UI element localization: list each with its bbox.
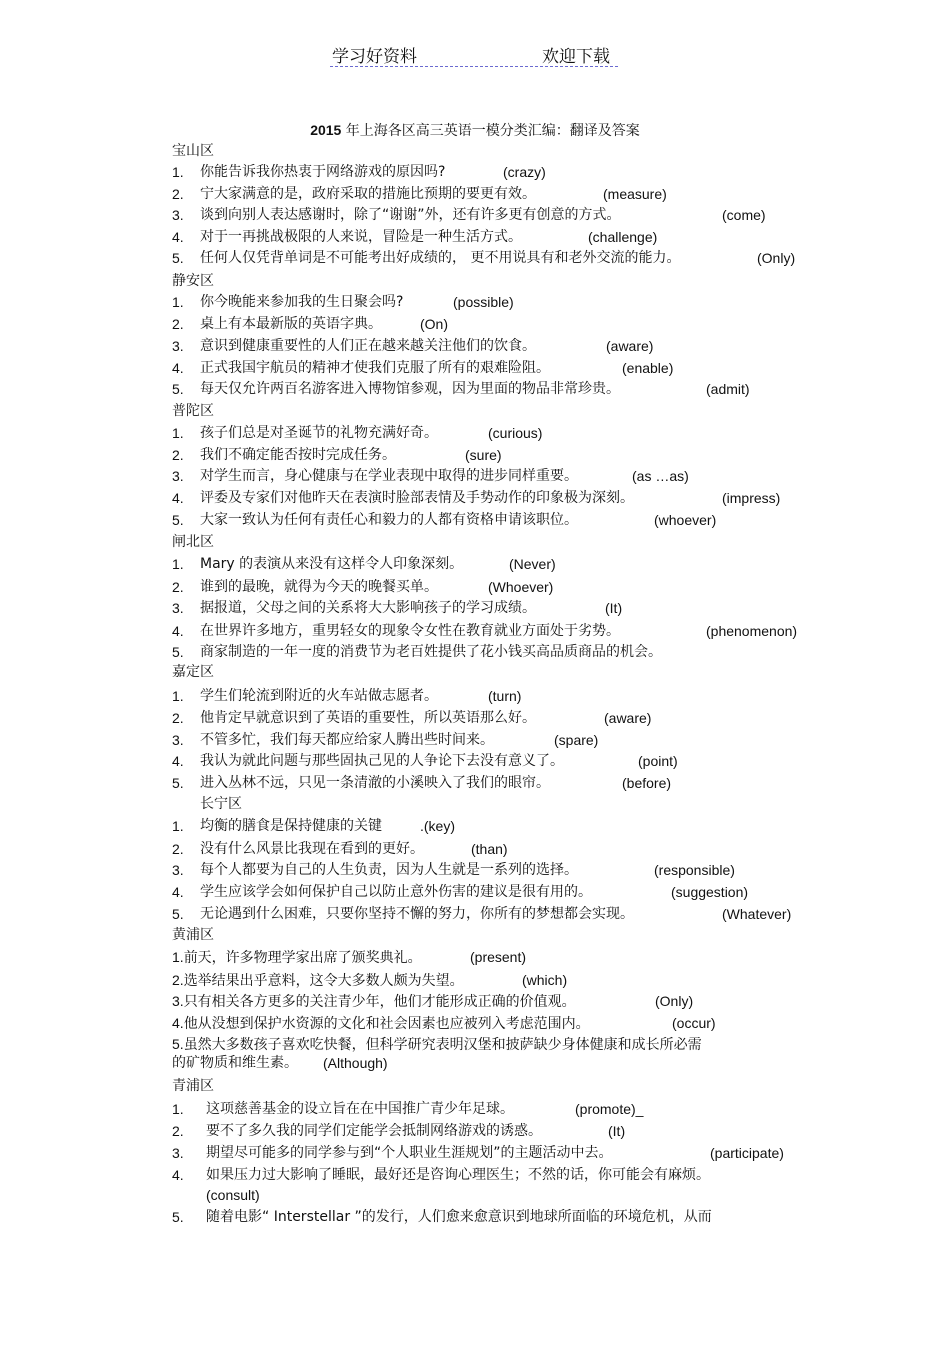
item-text: Mary 的表演从来没有这样令人印象深刻。 xyxy=(200,556,464,572)
item-number: 3. xyxy=(172,993,184,1009)
item-number: 3. xyxy=(172,862,184,878)
item-text: 学生们轮流到附近的火车站做志愿者。 xyxy=(200,688,438,704)
answer-keyword: (Only) xyxy=(655,993,694,1009)
item-text: 如果压力过大影响了睡眠，最好还是咨询心理医生；不然的话，你可能会有麻烦。 xyxy=(206,1167,710,1183)
header-left-text: 学习好资料 xyxy=(332,47,417,67)
translation-item xyxy=(200,817,382,835)
item-text: 每天仅允许两百名游客进入博物馆参观，因为里面的物品非常珍贵。 xyxy=(200,381,620,397)
item-number: 4. xyxy=(172,229,184,245)
item-number: 5. xyxy=(172,644,184,660)
answer-keyword: (aware) xyxy=(606,338,654,354)
item-number: 4. xyxy=(172,884,184,900)
item-number: 5. xyxy=(172,775,184,791)
item-number: 3. xyxy=(172,1145,184,1161)
item-number: 4. xyxy=(172,1167,184,1183)
district-heading: 宝山区 xyxy=(172,143,214,159)
item-text: 选举结果出乎意料，这令大多数人颇为失望。 xyxy=(183,973,464,989)
answer-keyword: (phenomenon) xyxy=(706,623,798,639)
item-number: 2. xyxy=(172,710,184,726)
translation-item xyxy=(206,1100,514,1118)
item-number: 2. xyxy=(172,186,184,202)
item-number: 4. xyxy=(172,360,184,376)
item-text: 要不了多久我的同学们定能学会抵制网络游戏的诱惑。 xyxy=(206,1123,542,1139)
item-number: 1. xyxy=(172,818,184,834)
translation-item xyxy=(200,774,550,792)
answer-keyword: (measure) xyxy=(603,186,667,202)
translation-item xyxy=(200,163,445,181)
title-text: 年上海各区高三英语一模分类汇编：翻译及答案 xyxy=(341,123,640,139)
item-number: 3. xyxy=(172,600,184,616)
item-number: 1. xyxy=(172,164,184,180)
item-text: 每个人都要为自己的人生负责，因为人生就是一系列的选择。 xyxy=(200,862,578,878)
item-number: 5. xyxy=(172,250,184,266)
district-heading: 黄浦区 xyxy=(172,927,214,943)
item-text: 对学生而言，身心健康与在学业表现中取得的进步同样重要。 xyxy=(200,468,578,484)
answer-keyword: (occur) xyxy=(672,1015,716,1031)
translation-item xyxy=(200,228,522,246)
translation-item xyxy=(200,206,621,224)
item-text: 你能告诉我你热衷于网络游戏的原因吗? xyxy=(200,164,446,180)
translation-item xyxy=(200,643,662,661)
item-number: 1. xyxy=(172,1101,184,1117)
translation-item xyxy=(206,1122,542,1140)
item-text: 没有什么风景比我现在看到的更好。 xyxy=(200,841,424,857)
item-text: 谈到向别人表达感谢时，除了“谢谢”外，还有许多更有创意的方式。 xyxy=(200,207,621,223)
district-heading: 普陀区 xyxy=(172,403,214,419)
translation-item xyxy=(200,293,403,311)
title-year: 2015 xyxy=(310,122,342,138)
item-text: 均衡的膳食是保持健康的关键 xyxy=(200,818,382,834)
answer-keyword: (It) xyxy=(605,600,623,616)
translation-item xyxy=(200,905,634,923)
translation-item xyxy=(200,687,438,705)
translation-item xyxy=(200,359,550,377)
answer-keyword: (admit) xyxy=(706,381,750,397)
item-text: 在世界许多地方，重男轻女的现象令女性在教育就业方面处于劣势。 xyxy=(200,623,620,639)
item-text: 我认为就此问题与那些固执己见的人争论下去没有意义了。 xyxy=(200,753,564,769)
translation-item xyxy=(200,883,592,901)
item-number: 4. xyxy=(172,623,184,639)
translation-item xyxy=(200,185,536,203)
translation-item xyxy=(200,315,382,333)
translation-item xyxy=(200,599,536,617)
item-number: 5. xyxy=(172,381,184,397)
header-right-text: 欢迎下载 xyxy=(542,47,610,67)
answer-keyword: (which) xyxy=(522,972,568,988)
item-text: 他肯定早就意识到了英语的重要性，所以英语那么好。 xyxy=(200,710,536,726)
item-text-continued: (consult) xyxy=(206,1187,260,1203)
item-text: 据报道，父母之间的关系将大大影响孩子的学习成绩。 xyxy=(200,600,536,616)
answer-keyword: (On) xyxy=(420,316,448,332)
answer-keyword: (as …as) xyxy=(632,468,689,484)
item-text: 期望尽可能多的同学参与到“个人职业生涯规划”的主题活动中去。 xyxy=(206,1145,613,1161)
item-number: 2. xyxy=(172,841,184,857)
item-text: 这项慈善基金的设立旨在在中国推广青少年足球。 xyxy=(206,1101,514,1117)
district-heading: 嘉定区 xyxy=(172,664,214,680)
answer-keyword: (impress) xyxy=(722,490,781,506)
answer-keyword: (Whatever) xyxy=(722,906,792,922)
item-number: 1. xyxy=(172,949,184,965)
answer-keyword: (challenge) xyxy=(588,229,658,245)
item-text: 进入丛林不远，只见一条清澈的小溪映入了我们的眼帘。 xyxy=(200,775,550,791)
answer-keyword: (come) xyxy=(722,207,766,223)
answer-keyword: (turn) xyxy=(488,688,522,704)
translation-item xyxy=(172,1014,590,1033)
translation-item xyxy=(200,511,578,529)
item-text: 不管多忙，我们每天都应给家人腾出些时间来。 xyxy=(200,732,494,748)
item-number: 2. xyxy=(172,447,184,463)
item-text-continued: 的矿物质和维生素。 xyxy=(172,1055,298,1071)
answer-keyword: (than) xyxy=(471,841,508,857)
item-number: 3. xyxy=(172,468,184,484)
item-text: 前天，许多物理学家出席了颁奖典礼。 xyxy=(183,950,422,966)
answer-keyword: (participate) xyxy=(710,1145,784,1161)
item-text: 正式我国宇航员的精神才使我们克服了所有的艰难险阻。 xyxy=(200,360,550,376)
answer-keyword: (responsible) xyxy=(654,862,735,878)
item-text: 对于一再挑战极限的人来说，冒险是一种生活方式。 xyxy=(200,229,522,245)
answer-keyword: (whoever) xyxy=(654,512,717,528)
item-text: 商家制造的一年一度的消费节为老百姓提供了花小钱买高品质商品的机会。 xyxy=(200,644,662,660)
answer-keyword: .(key) xyxy=(420,818,455,834)
item-number: 1. xyxy=(172,688,184,704)
item-number: 5. xyxy=(172,906,184,922)
translation-item xyxy=(200,380,620,398)
translation-item xyxy=(200,840,424,858)
translation-item xyxy=(172,948,422,967)
item-number: 1. xyxy=(172,425,184,441)
translation-item xyxy=(172,992,576,1011)
answer-keyword: (Although) xyxy=(323,1055,388,1071)
answer-keyword: (enable) xyxy=(622,360,674,376)
page-header xyxy=(330,40,618,67)
item-number: 4. xyxy=(172,490,184,506)
item-text: 谁到的最晚，就得为今天的晚餐买单。 xyxy=(200,579,438,595)
translation-item xyxy=(200,622,620,640)
answer-keyword: (promote)_ xyxy=(575,1101,644,1117)
item-text: 随着电影“ Interstellar ”的发行，人们愈来愈意识到地球所面临的环境危机，从而 xyxy=(206,1209,712,1225)
item-number: 5. xyxy=(172,1036,184,1052)
item-number: 3. xyxy=(172,207,184,223)
translation-item xyxy=(200,337,536,355)
item-text: 桌上有本最新版的英语字典。 xyxy=(200,316,382,332)
answer-keyword: (Only) xyxy=(757,250,796,266)
answer-keyword: (Whoever) xyxy=(488,579,554,595)
translation-item xyxy=(200,731,494,749)
translation-item xyxy=(206,1208,712,1226)
translation-item xyxy=(206,1166,710,1184)
item-text: 任何人仅凭背单词是不可能考出好成绩的， 更不用说具有和老外交流的能力。 xyxy=(200,250,681,266)
district-heading: 闸北区 xyxy=(172,534,214,550)
district-heading: 青浦区 xyxy=(172,1078,214,1094)
item-text: 你今晚能来参加我的生日聚会吗? xyxy=(200,294,404,310)
answer-keyword: (curious) xyxy=(488,425,543,441)
answer-keyword: (Never) xyxy=(509,556,556,572)
answer-keyword: (sure) xyxy=(465,447,502,463)
translation-item xyxy=(200,446,396,464)
item-number: 5. xyxy=(172,512,184,528)
item-number: 2. xyxy=(172,316,184,332)
answer-keyword: (before) xyxy=(622,775,672,791)
answer-keyword: (suggestion) xyxy=(671,884,749,900)
item-number: 3. xyxy=(172,338,184,354)
answer-keyword: (possible) xyxy=(453,294,514,310)
item-text: 只有相关各方更多的关注青少年，他们才能形成正确的价值观。 xyxy=(183,994,576,1010)
item-number: 1. xyxy=(172,294,184,310)
translation-item xyxy=(172,971,464,990)
translation-item xyxy=(172,1035,702,1054)
item-text: 虽然大多数孩子喜欢吃快餐，但科学研究表明汉堡和披萨缺少身体健康和成长所必需 xyxy=(183,1037,702,1053)
translation-item xyxy=(206,1144,613,1162)
translation-item xyxy=(200,578,438,596)
answer-keyword: (present) xyxy=(470,949,527,965)
item-number: 1. xyxy=(172,556,184,572)
item-text: 他从没想到保护水资源的文化和社会因素也应被列入考虑范围内。 xyxy=(183,1016,590,1032)
answer-keyword: (spare) xyxy=(554,732,599,748)
district-heading: 长宁区 xyxy=(200,796,242,812)
item-text: 无论遇到什么困难，只要你坚持不懈的努力，你所有的梦想都会实现。 xyxy=(200,906,634,922)
answer-keyword: (aware) xyxy=(604,710,652,726)
item-text: 大家一致认为任何有责任心和毅力的人都有资格申请该职位。 xyxy=(200,512,578,528)
item-number: 2. xyxy=(172,1123,184,1139)
translation-item xyxy=(200,489,634,507)
item-number: 2. xyxy=(172,579,184,595)
translation-item xyxy=(200,555,463,573)
item-number: 3. xyxy=(172,732,184,748)
answer-keyword: (crazy) xyxy=(503,164,546,180)
item-text: 意识到健康重要性的人们正在越来越关注他们的饮食。 xyxy=(200,338,536,354)
item-number: 2. xyxy=(172,972,184,988)
item-number: 5. xyxy=(172,1209,184,1225)
item-text: 我们不确定能否按时完成任务。 xyxy=(200,447,396,463)
answer-keyword: (It) xyxy=(608,1123,626,1139)
translation-item xyxy=(200,752,564,770)
district-heading: 静安区 xyxy=(172,273,214,289)
item-number: 4. xyxy=(172,753,184,769)
translation-item xyxy=(200,249,680,267)
item-text: 评委及专家们对他昨天在表演时脸部表情及手势动作的印象极为深刻。 xyxy=(200,490,634,506)
item-text: 学生应该学会如何保护自己以防止意外伤害的建议是很有用的。 xyxy=(200,884,592,900)
item-number: 4. xyxy=(172,1015,184,1031)
document-title xyxy=(0,120,950,140)
translation-item xyxy=(200,424,438,442)
translation-item xyxy=(200,861,578,879)
answer-keyword: (point) xyxy=(638,753,678,769)
translation-item xyxy=(200,467,578,485)
item-text: 宁大家满意的是，政府采取的措施比预期的要更有效。 xyxy=(200,186,536,202)
item-text: 孩子们总是对圣诞节的礼物充满好奇。 xyxy=(200,425,438,441)
translation-item xyxy=(200,709,536,727)
